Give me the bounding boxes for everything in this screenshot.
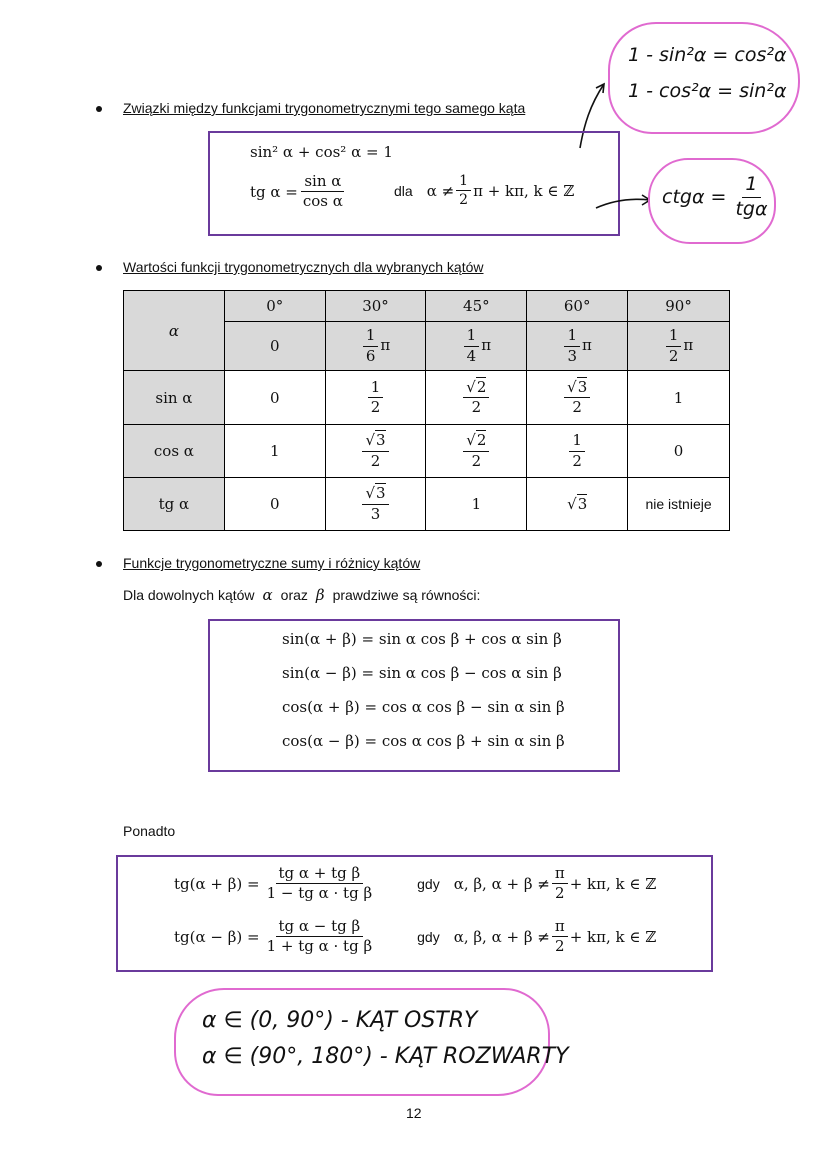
frac-num: 1 — [569, 432, 585, 451]
intro-text: oraz — [280, 587, 308, 603]
frac-den: 1 + tg α · tg β — [266, 937, 373, 956]
trig-values-table — [123, 290, 730, 531]
sqrt-sign: √ — [567, 495, 577, 513]
gdy-word: gdy — [417, 928, 440, 945]
frac-num: 1 — [564, 327, 580, 346]
handwritten-note-cloud-bottom — [174, 988, 569, 1096]
tangent-definition — [250, 173, 348, 211]
sqrt-sign: √ — [365, 484, 376, 503]
row-label-tg: tg α — [124, 478, 225, 531]
formula-cos-diff: cos(α − β) = cos α cos β + sin α sin β — [282, 732, 565, 750]
pi-symbol: π — [481, 336, 492, 354]
intro-text: Dla dowolnych kątów — [123, 587, 255, 603]
handwritten-ctg — [662, 174, 773, 221]
ponadto-label: Ponadto — [123, 823, 176, 839]
bullet — [96, 106, 102, 112]
degree-cell: 0° — [224, 291, 325, 322]
radicand: 2 — [476, 431, 487, 450]
frac-num: π — [552, 865, 568, 884]
frac-den: 6 — [365, 346, 376, 365]
frac-num: 1 — [464, 327, 480, 346]
value-cell: 0 — [628, 425, 730, 478]
frac-den: 2 — [572, 398, 582, 416]
tangent-condition — [394, 173, 574, 208]
section-heading-values: Wartości funkcji trygonometrycznych dla wybranych kątów — [123, 259, 484, 275]
radicand: 3 — [577, 495, 588, 513]
handwritten-note-cloud-ctg — [648, 158, 776, 244]
frac-den: 2 — [555, 937, 565, 956]
tangent-diff-fraction — [264, 918, 376, 956]
handwritten-identity-1: 1 - sin²α = cos²α — [628, 44, 787, 66]
frac-den: 2 — [555, 884, 565, 903]
tangent-diff-row — [174, 918, 656, 956]
tangent-sum-fraction — [264, 865, 376, 903]
value-cell-nie-istnieje: nie istnieje — [628, 478, 730, 531]
tangent-diff-lhs: tg(α − β) = — [174, 927, 260, 946]
intro-beta: β — [315, 586, 325, 604]
value-cell: 1 — [426, 478, 527, 531]
bullet — [96, 561, 102, 567]
condition-post: π + kπ, k ∈ ℤ — [473, 181, 575, 200]
handwritten-obtuse-angle: α ∈ (90°, 180°) - KĄT ROZWARTY — [202, 1044, 569, 1069]
radicand: 3 — [577, 377, 588, 396]
tangent-numerator: sin α — [301, 173, 344, 192]
row-label-sin: sin α — [124, 371, 225, 425]
frac-den: 2 — [370, 398, 381, 416]
frac-num: π — [552, 918, 568, 937]
pythagorean-identity: sin² α + cos² α = 1 — [250, 143, 393, 161]
condition-fraction — [456, 173, 471, 208]
frac-den: 2 — [572, 451, 582, 470]
identities-box — [208, 131, 620, 236]
degree-cell: 60° — [527, 291, 628, 322]
frac-num: 1 — [363, 327, 379, 346]
condition-den: 2 — [459, 192, 469, 209]
arrow-icon — [594, 186, 654, 216]
value-cell — [325, 478, 426, 531]
pi-symbol: π — [380, 336, 391, 354]
sum-diff-box — [208, 619, 620, 772]
value-cell: 0 — [224, 371, 325, 425]
value-cell — [325, 425, 426, 478]
frac-den: 2 — [471, 451, 482, 470]
value-cell — [527, 478, 628, 531]
sum-diff-intro — [123, 586, 480, 604]
frac-den: 2 — [370, 451, 381, 470]
handwritten-acute-angle: α ∈ (0, 90°) - KĄT OSTRY — [202, 1008, 478, 1033]
condition-fraction — [552, 865, 568, 903]
sqrt-sign: √ — [567, 377, 577, 396]
tangent-fraction — [300, 173, 346, 211]
condition-num: 1 — [456, 173, 471, 191]
ctg-denominator: tgα — [735, 197, 768, 220]
frac-num: tg α + tg β — [276, 865, 364, 884]
frac-den: 3 — [567, 346, 578, 365]
row-label-cos: cos α — [124, 425, 225, 478]
condition-pre: α, β, α + β ≠ — [453, 874, 550, 893]
value-cell — [527, 425, 628, 478]
value-cell — [426, 371, 527, 425]
pi-symbol: π — [582, 336, 592, 354]
intro-alpha: α — [262, 586, 273, 604]
page-number: 12 — [406, 1105, 422, 1121]
frac-den: 4 — [466, 346, 477, 365]
handwritten-note-cloud-top — [608, 22, 800, 134]
sqrt-sign: √ — [365, 431, 376, 450]
gdy-word: gdy — [417, 875, 440, 892]
frac-den: 2 — [668, 346, 679, 365]
radicand: 3 — [376, 484, 386, 503]
value-cell — [426, 425, 527, 478]
condition-word: dla — [394, 182, 413, 199]
tangent-sum-row — [174, 865, 656, 903]
value-cell: 0 — [224, 478, 325, 531]
radian-cell: 0 — [224, 322, 325, 371]
pi-symbol: π — [683, 336, 694, 354]
ctg-numerator: 1 — [742, 174, 760, 198]
radian-cell — [325, 322, 426, 371]
handwritten-identity-2: 1 - cos²α = sin²α — [628, 80, 787, 102]
frac-den: 2 — [471, 398, 482, 416]
alpha-header: α — [124, 291, 225, 371]
tangent-sum-box — [116, 855, 713, 972]
frac-num: tg α − tg β — [276, 918, 364, 937]
value-cell — [527, 371, 628, 425]
radicand: 3 — [376, 431, 386, 450]
section-heading-identities: Związki między funkcjami trygonometrycznymi tego samego kąta — [123, 100, 526, 116]
bullet — [96, 265, 102, 271]
tangent-denominator: cos α — [302, 192, 343, 211]
condition-post: + kπ, k ∈ ℤ — [569, 927, 657, 946]
degree-cell: 45° — [426, 291, 527, 322]
condition-post: + kπ, k ∈ ℤ — [569, 874, 657, 893]
radian-cell — [628, 322, 730, 371]
radicand: 2 — [476, 377, 487, 396]
intro-text: prawdziwe są równości: — [332, 587, 481, 603]
radian-cell — [426, 322, 527, 371]
condition-pre: α, β, α + β ≠ — [453, 927, 550, 946]
condition-pre: α ≠ — [426, 181, 455, 200]
section-heading-sum-diff: Funkcje trygonometryczne sumy i różnicy kątów — [123, 555, 421, 571]
ctg-lhs: ctgα = — [662, 186, 727, 209]
tangent-lhs: tg α = — [250, 182, 298, 201]
formula-sin-sum: sin(α + β) = sin α cos β + cos α sin β — [282, 630, 562, 648]
frac-num: 1 — [666, 327, 682, 346]
frac-num: 1 — [368, 379, 384, 398]
value-cell — [325, 371, 426, 425]
value-cell: 1 — [628, 371, 730, 425]
degree-cell: 90° — [628, 291, 730, 322]
value-cell: 1 — [224, 425, 325, 478]
formula-cos-sum: cos(α + β) = cos α cos β − sin α sin β — [282, 698, 565, 716]
sqrt-sign: √ — [466, 431, 476, 450]
tangent-sum-lhs: tg(α + β) = — [174, 874, 260, 893]
frac-den: 1 − tg α · tg β — [266, 884, 373, 903]
sqrt-sign: √ — [466, 377, 476, 396]
condition-fraction — [552, 918, 568, 956]
degree-cell: 30° — [325, 291, 426, 322]
radian-cell — [527, 322, 628, 371]
frac-den: 3 — [370, 504, 381, 523]
ctg-fraction — [732, 174, 770, 221]
formula-sin-diff: sin(α − β) = sin α cos β − cos α sin β — [282, 664, 562, 682]
